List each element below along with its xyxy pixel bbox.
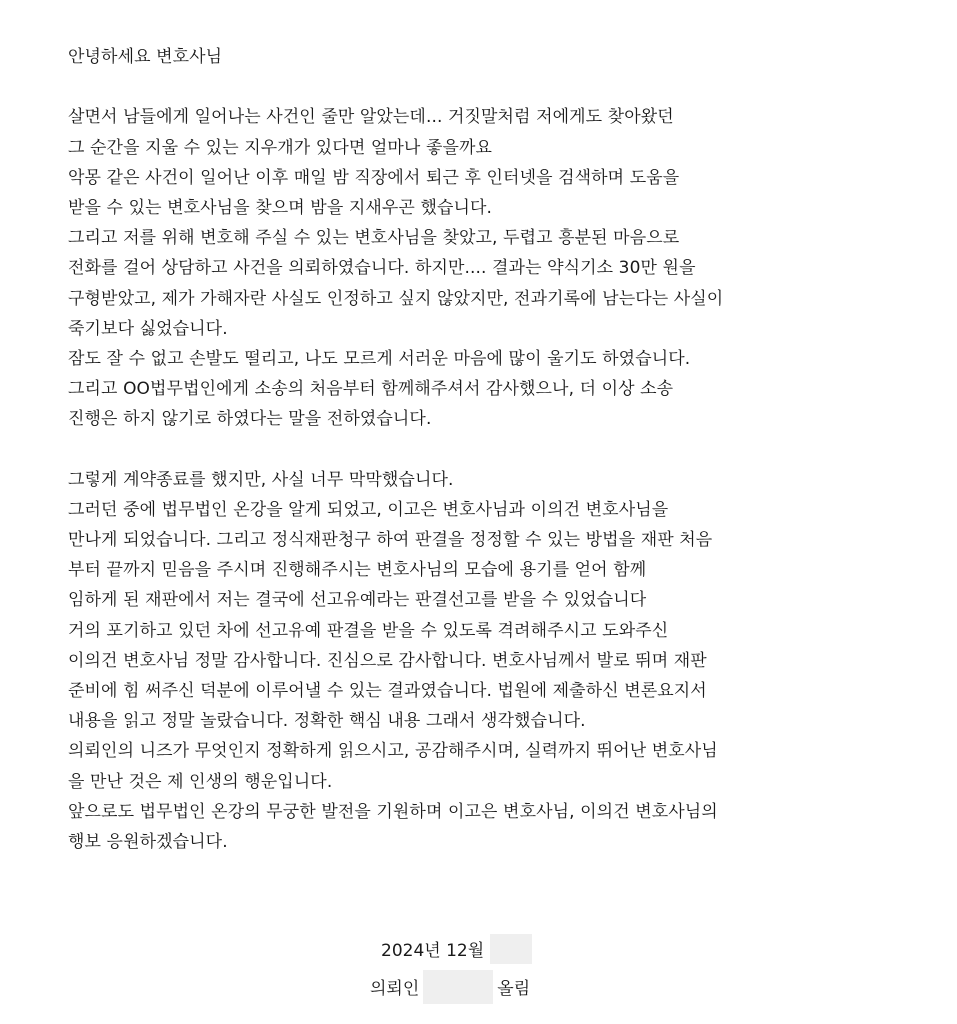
signature-client-row [370,972,530,1002]
paragraph-line: 그리고 저를 위해 변호해 주실 수 있는 변호사님을 찾았고, 두렵고 흥분된 마음으로 [68,228,680,249]
paragraph-1 [68,102,868,434]
paragraph-spacer [68,72,868,102]
signature-date-row [381,936,532,966]
paragraph-line: 만나게 되었습니다. 그리고 정식재판청구 하여 판결을 정정할 수 있는 방법을 재판 처음 [68,530,713,550]
paragraph-line: 받을 수 있는 변호사님을 찾으며 밤을 지새우곤 했습니다. [68,197,493,218]
paragraph-line: 전화를 걸어 상담하고 사건을 의뢰하였습니다. 하지만.... 결과는 약식기소 30만 원을 [68,258,696,279]
paragraph-line: 살면서 남들에게 일어나는 사건인 줄만 알았는데... 거짓말처럼 저에게도 찾아왔던 [68,107,674,128]
paragraph-line: 을 만난 것은 제 인생의 행운입니다. [68,771,333,792]
paragraph-line: 임하게 된 재판에서 저는 결국에 선고유예라는 판결선고를 받을 수 있었습니다 [68,590,647,611]
paragraph-line: 앞으로도 법무법인 온강의 무궁한 발전을 기원하며 이고은 변호사님, 이의건 변호사님의 [68,801,718,822]
paragraph-line: 잠도 잘 수 없고 손발도 떨리고, 나도 모르게 서러운 마음에 많이 울기도 하였습니다. [68,348,691,369]
redacted-day-box [490,934,532,964]
paragraph-line: 부터 끝까지 믿음을 주시며 진행해주시는 변호사님의 모습에 용기를 얻어 함께 [68,560,647,581]
greeting-line: 안녕하세요 변호사님 [68,47,223,67]
paragraph-line: 그리고 OO법무법인에게 소송의 처음부터 함께해주셔서 감사했으나, 더 이상 소송 [68,379,674,400]
signature-client-suffix: 올림 [497,979,531,999]
paragraph-line: 거의 포기하고 있던 차에 선고유예 판결을 받을 수 있도록 격려해주시고 도와주신 [68,620,669,641]
paragraph-line: 구형받았고, 제가 가해자란 사실도 인정하고 싶지 않았지만, 전과기록에 남는다는 사실이 [68,288,724,309]
redacted-name-box [423,970,493,1004]
paragraph-line: 그러던 중에 법무법인 온강을 알게 되었고, 이고은 변호사님과 이의건 변호사님을 [68,499,669,520]
paragraph-line: 악몽 같은 사건이 일어난 이후 매일 밤 직장에서 퇴근 후 인터넷을 검색하며 도움을 [68,167,680,188]
paragraph-line: 그 순간을 지울 수 있는 지우개가 있다면 얼마나 좋을까요 [68,137,493,158]
paragraph-line: 이의건 변호사님 정말 감사합니다. 진심으로 감사합니다. 변호사님께서 발로 뛰며 재판 [68,650,707,671]
letter-body [68,42,868,857]
paragraph-2 [68,465,868,857]
paragraph-line: 그렇게 계약종료를 했지만, 사실 너무 막막했습니다. [68,469,454,490]
signature-date: 2024년 12월 [381,941,485,961]
signature-client-prefix: 의뢰인 [370,979,420,999]
paragraph-line: 의뢰인의 니즈가 무엇인지 정확하게 읽으시고, 공감해주시며, 실력까지 뛰어난 변호사님 [68,741,718,762]
paragraph-line: 죽기보다 싫었습니다. [68,318,228,339]
paragraph-line: 행보 응원하겠습니다. [68,831,228,852]
paragraph-spacer [68,434,868,464]
paragraph-line: 준비에 힘 써주신 덕분에 이루어낼 수 있는 결과였습니다. 법원에 제출하신 변론요지서 [68,680,707,701]
paragraph-line: 진행은 하지 않기로 하였다는 말을 전하였습니다. [68,409,432,430]
paragraph-line: 내용을 읽고 정말 놀랐습니다. 정확한 핵심 내용 그래서 생각했습니다. [68,711,586,732]
